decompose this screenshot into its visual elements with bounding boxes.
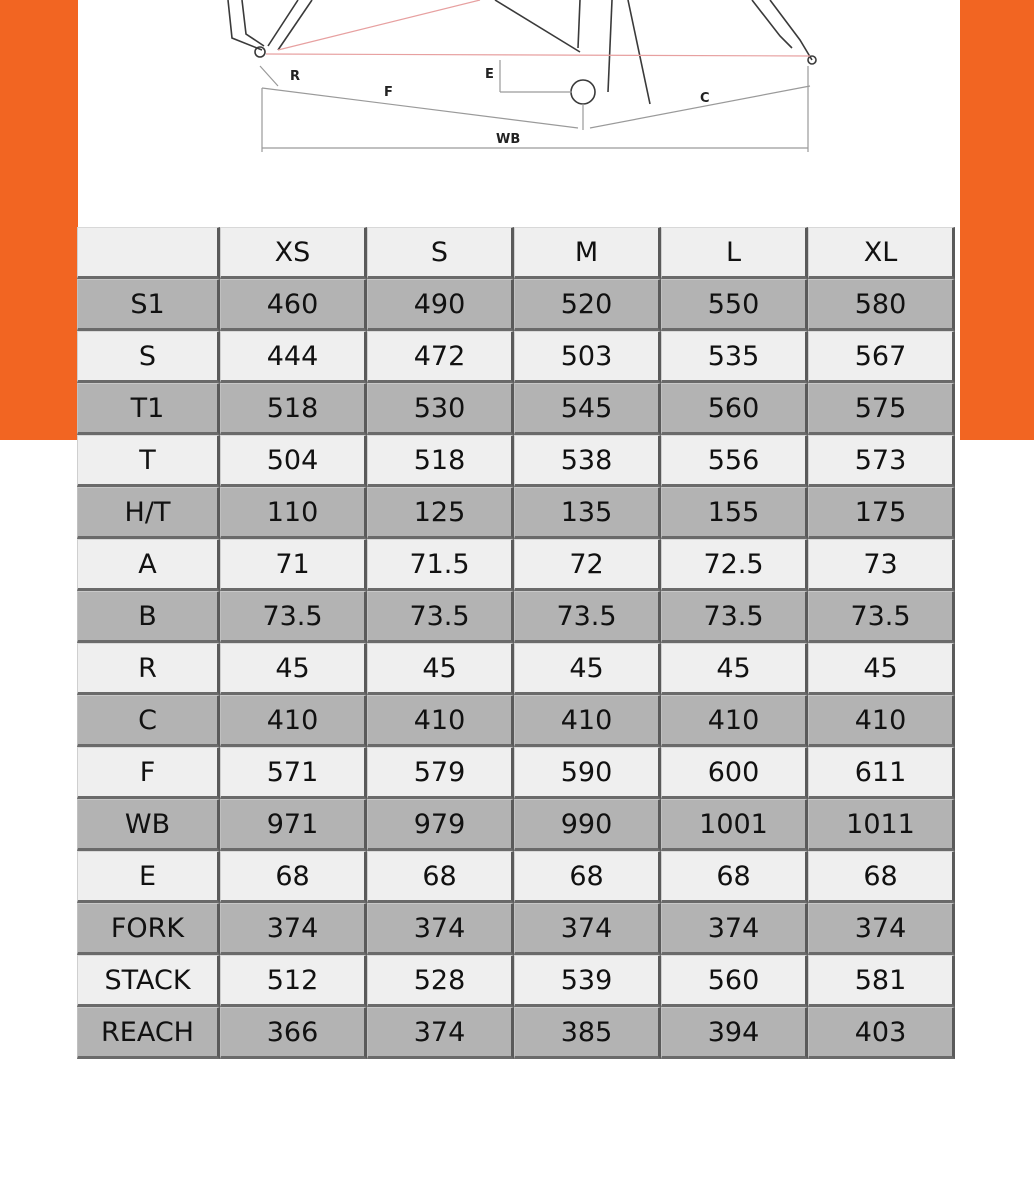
reference-line-pink bbox=[266, 54, 810, 56]
table-cell: 410 bbox=[661, 695, 808, 747]
diagram-label-f: F bbox=[384, 85, 393, 100]
table-cell: 403 bbox=[808, 1007, 955, 1059]
table-cell: 68 bbox=[808, 851, 955, 903]
table-cell: 73.5 bbox=[367, 591, 514, 643]
seat-stay bbox=[628, 0, 650, 104]
table-cell: 45 bbox=[661, 643, 808, 695]
table-cell: 374 bbox=[367, 1007, 514, 1059]
table-cell: 504 bbox=[220, 435, 367, 487]
table-cell: 374 bbox=[661, 903, 808, 955]
geometry-table-body bbox=[77, 227, 955, 1059]
table-cell: 68 bbox=[367, 851, 514, 903]
table-cell: 45 bbox=[367, 643, 514, 695]
table-cell: 1001 bbox=[661, 799, 808, 851]
row-label: REACH bbox=[77, 1007, 220, 1059]
table-row bbox=[77, 383, 955, 435]
table-row bbox=[77, 851, 955, 903]
table-row bbox=[77, 591, 955, 643]
table-cell: 71 bbox=[220, 539, 367, 591]
table-row bbox=[77, 695, 955, 747]
table-cell: 590 bbox=[514, 747, 661, 799]
table-cell: 512 bbox=[220, 955, 367, 1007]
table-cell: 472 bbox=[367, 331, 514, 383]
row-label: S1 bbox=[77, 279, 220, 331]
diagram-label-e: E bbox=[485, 67, 494, 82]
column-header-4: L bbox=[661, 227, 808, 279]
table-cell: 530 bbox=[367, 383, 514, 435]
table-cell: 155 bbox=[661, 487, 808, 539]
table-cell: 518 bbox=[220, 383, 367, 435]
down-tube bbox=[268, 0, 298, 46]
table-header-row bbox=[77, 227, 955, 279]
table-cell: 45 bbox=[808, 643, 955, 695]
diagram-label-c: C bbox=[700, 91, 710, 106]
table-row bbox=[77, 539, 955, 591]
table-cell: 45 bbox=[220, 643, 367, 695]
table-cell: 1011 bbox=[808, 799, 955, 851]
table-cell: 374 bbox=[220, 903, 367, 955]
table-cell: 73 bbox=[808, 539, 955, 591]
row-label: T bbox=[77, 435, 220, 487]
table-cell: 72 bbox=[514, 539, 661, 591]
table-cell: 73.5 bbox=[514, 591, 661, 643]
diagram-label-r: R bbox=[290, 69, 301, 84]
table-cell: 374 bbox=[514, 903, 661, 955]
column-header-2: S bbox=[367, 227, 514, 279]
bottom-bracket bbox=[571, 80, 595, 104]
column-header-1: XS bbox=[220, 227, 367, 279]
table-cell: 385 bbox=[514, 1007, 661, 1059]
table-cell: 581 bbox=[808, 955, 955, 1007]
row-label: A bbox=[77, 539, 220, 591]
table-cell: 990 bbox=[514, 799, 661, 851]
table-cell: 45 bbox=[514, 643, 661, 695]
row-label: S bbox=[77, 331, 220, 383]
row-label: B bbox=[77, 591, 220, 643]
table-cell: 573 bbox=[808, 435, 955, 487]
table-cell: 110 bbox=[220, 487, 367, 539]
table-row bbox=[77, 487, 955, 539]
table-cell: 560 bbox=[661, 383, 808, 435]
table-cell: 550 bbox=[661, 279, 808, 331]
rear-stay-inner bbox=[752, 0, 792, 48]
table-cell: 410 bbox=[514, 695, 661, 747]
row-label: STACK bbox=[77, 955, 220, 1007]
table-cell: 580 bbox=[808, 279, 955, 331]
table-cell: 73.5 bbox=[220, 591, 367, 643]
table-cell: 571 bbox=[220, 747, 367, 799]
table-row bbox=[77, 331, 955, 383]
table-cell: 567 bbox=[808, 331, 955, 383]
table-cell: 600 bbox=[661, 747, 808, 799]
dim-r bbox=[260, 66, 278, 86]
row-label: H/T bbox=[77, 487, 220, 539]
table-cell: 68 bbox=[661, 851, 808, 903]
table-cell: 444 bbox=[220, 331, 367, 383]
table-cell: 575 bbox=[808, 383, 955, 435]
row-label: R bbox=[77, 643, 220, 695]
table-cell: 545 bbox=[514, 383, 661, 435]
table-cell: 460 bbox=[220, 279, 367, 331]
seat-tube-right bbox=[608, 0, 612, 92]
table-cell: 971 bbox=[220, 799, 367, 851]
table-row bbox=[77, 747, 955, 799]
diagram-label-wb: WB bbox=[496, 132, 521, 147]
orange-side-band-right bbox=[960, 0, 1034, 440]
table-cell: 979 bbox=[367, 799, 514, 851]
reference-line-pink-2 bbox=[278, 0, 480, 50]
table-cell: 394 bbox=[661, 1007, 808, 1059]
table-row bbox=[77, 903, 955, 955]
table-cell: 410 bbox=[220, 695, 367, 747]
table-cell: 68 bbox=[220, 851, 367, 903]
chainstay-top bbox=[495, 0, 580, 52]
orange-side-band-left bbox=[0, 0, 78, 440]
dim-f bbox=[262, 88, 578, 128]
row-label: T1 bbox=[77, 383, 220, 435]
row-label: FORK bbox=[77, 903, 220, 955]
table-cell: 520 bbox=[514, 279, 661, 331]
table-cell: 538 bbox=[514, 435, 661, 487]
table-cell: 539 bbox=[514, 955, 661, 1007]
table-cell: 556 bbox=[661, 435, 808, 487]
table-cell: 490 bbox=[367, 279, 514, 331]
table-cell: 135 bbox=[514, 487, 661, 539]
table-cell: 374 bbox=[367, 903, 514, 955]
table-cell: 579 bbox=[367, 747, 514, 799]
table-cell: 611 bbox=[808, 747, 955, 799]
table-cell: 366 bbox=[220, 1007, 367, 1059]
table-cell: 410 bbox=[367, 695, 514, 747]
column-header-5: XL bbox=[808, 227, 955, 279]
table-cell: 374 bbox=[808, 903, 955, 955]
fork-blade-inner bbox=[242, 0, 264, 46]
table-cell: 503 bbox=[514, 331, 661, 383]
table-row bbox=[77, 955, 955, 1007]
table-cell: 518 bbox=[367, 435, 514, 487]
table-cell: 73.5 bbox=[661, 591, 808, 643]
table-row bbox=[77, 435, 955, 487]
table-cell: 73.5 bbox=[808, 591, 955, 643]
table-row bbox=[77, 279, 955, 331]
table-row bbox=[77, 643, 955, 695]
table-cell: 535 bbox=[661, 331, 808, 383]
column-header-3: M bbox=[514, 227, 661, 279]
row-label: C bbox=[77, 695, 220, 747]
table-cell: 560 bbox=[661, 955, 808, 1007]
table-cell: 71.5 bbox=[367, 539, 514, 591]
row-label: F bbox=[77, 747, 220, 799]
table-cell: 72.5 bbox=[661, 539, 808, 591]
table-cell: 410 bbox=[808, 695, 955, 747]
table-row bbox=[77, 799, 955, 851]
seat-tube bbox=[578, 0, 580, 48]
table-row bbox=[77, 1007, 955, 1059]
row-label: E bbox=[77, 851, 220, 903]
row-label: WB bbox=[77, 799, 220, 851]
table-cell: 175 bbox=[808, 487, 955, 539]
frame-geometry-diagram bbox=[180, 0, 860, 170]
header-corner-cell bbox=[77, 227, 220, 279]
table-cell: 125 bbox=[367, 487, 514, 539]
table-cell: 68 bbox=[514, 851, 661, 903]
table-cell: 528 bbox=[367, 955, 514, 1007]
geometry-table bbox=[77, 227, 955, 1059]
